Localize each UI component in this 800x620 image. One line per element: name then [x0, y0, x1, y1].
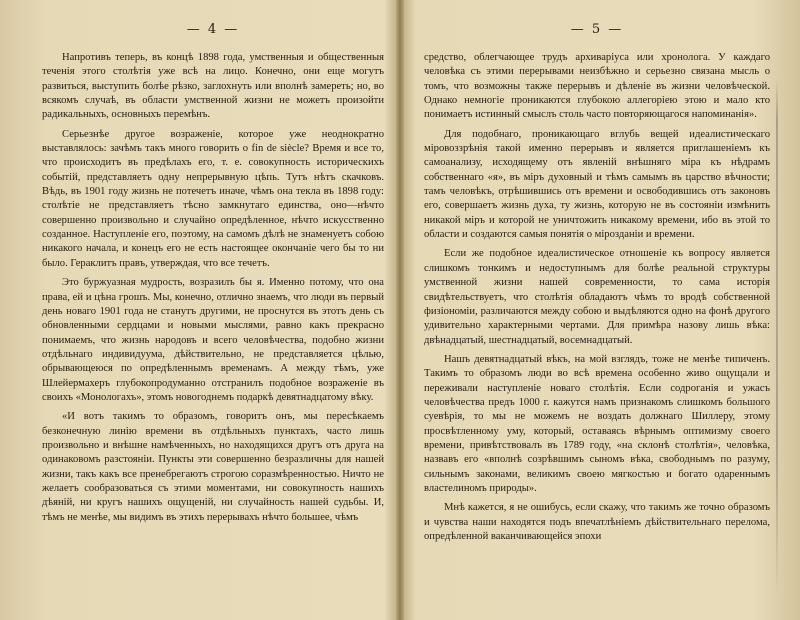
paragraph: Мнѣ кажется, я не ошибусь, если скажу, что такимъ же точно образомъ и чувства наши находятся подъ впечатлѣніемъ дѣйствительнаго перелома, опредѣленной ваканчивающейся эпохи — [424, 502, 770, 542]
paragraph: Если же подобное идеалистическое отношеніе къ вопросу является слишкомъ тонкимъ и недоступнымъ для болѣе реальной структуры умственной жизни нашей современности, то сама исторія свидѣтельствуетъ, что столѣтія обладаютъ чѣмъ то вродѣ собственной физіономіи, различаются между собою и выдѣляются одно на фонѣ другого удивительно характерными чертами. Для примѣра назову лишь вѣка: двѣнадцатый, шестнадцатый, восемнадцатый. — [424, 248, 770, 346]
right-page — [402, 0, 800, 620]
paragraph: Для подобнаго, проникающаго вглубь вещей идеалистическаго міровоззрѣнія такой именно перерывъ и является приглашеніемъ къ самоанализу, исходящему отъ явленій внѣшняго міра къ нѣдрамъ собственнаго «я», въ міръ духовный и тѣмъ самымъ въ царство вѣчности; тамъ человѣкъ, отрѣшившись отъ времени и освободившись отъ законовъ его, совершаетъ жизнь духа, ту жизнь, которую не въ состояніи измѣнить никакой міръ и которой не уничтожить никакому времени, ибо въ этой то области и создаются самыя понятія о мірозданіи и времени. — [424, 128, 770, 241]
left-page — [0, 0, 398, 620]
left-page-text — [42, 51, 384, 525]
paragraph: Нашъ девятнадцатый вѣкъ, на мой взглядъ, тоже не менѣе типиченъ. Такимъ то образомъ люди во всѣ времена особенно живо ощущали и переживали наступленіе новаго столѣтія. Если содроганія и ужасъ человѣчества предъ 1000 г. кажутся намъ признакомъ слишкомъ большого суевѣрія, то мы не можемъ не воздать должнаго Шиллеру, этому просвѣтленному уму, который, оставаясь вѣрнымъ оптимизму своего времени, привѣтствовалъ въ 1789 году, «на склонѣ столѣтія», человѣка, назвавъ его «вполнѣ созрѣвшимъ сыномъ вѣка, свободнымъ по разуму, сильнымъ законами, великимъ своею мягкостью и богато одареннымъ властелиномъ природы». — [424, 353, 770, 494]
paragraph: Напротивъ теперь, въ концѣ 1898 года, умственныя и общественныя теченія этого столѣтія уже всѣ на лицо. Конечно, они еще могутъ развиться, выступить болѣе рѣзко, заглохнуть или вполнѣ замереть; но, во всякомъ случаѣ, въ области умственной жизни не можетъ произойти радикальныхъ, основныхъ перемѣнъ. — [42, 52, 384, 121]
paragraph: «И вотъ такимъ то образомъ, говоритъ онъ, мы пересѣкаемъ безконечную линію времени въ отдѣльныхъ пунктахъ, часто лишь произвольно и внѣшне намѣченныхъ, но находящихся другъ отъ друга на одинаковомъ разстояніи. Пункты эти совершенно безразличны для нашей жизни, такъ какъ все пренебрегаютъ строгою соразмѣренностью. Ничто не желаетъ сообразоваться съ этими моментами, ни совокупность нашихъ дѣяній, ни кругъ нашихъ ощущеній, ни случайность нашей судьбы. И, тѣмъ не менѣе, мы видимъ въ этихъ перерывахъ нѣчто большее, чѣмъ — [42, 411, 384, 523]
paragraph: Это буржуазная мудрость, возразилъ бы я. Именно потому, что она права, ей и цѣна грошъ. Мы, конечно, отлично знаемъ, что люди въ первый день новаго 1901 года не станутъ другими, не проснутся въ этотъ день съ обновленными сердцами и новыми мыслями, равно какъ прекрасно понимаемъ, что жизнь народовъ и всего человѣчества, подобно жизни отдѣльнаго индивидуума, дѣйствительно, не представляется цѣлью, обрывающеюся по опредѣленнымъ временамъ. А между тѣмъ, уже Шлейермахеръ глубокопродуманно отстранилъ подобное возраженіе въ своихъ «Монологахъ», этомъ новогоднемъ подаркѣ девятнадцатому вѣку. — [42, 277, 384, 403]
page-number-right: — 5 — — [570, 22, 624, 37]
page-number-left: — 4 — — [186, 22, 240, 37]
pencil-margin-mark — [776, 78, 778, 598]
paragraph: средство, облегчающее трудъ архиваріуса или хронолога. У каждаго человѣка съ этими перерывами неизбѣжно и серьезно связана мысль о томъ, что возможны также перерывъ и дѣленіе въ жизни человѣческой. Однако немногіе проникаются глубокою аллегоріею этою и мало кто понимаетъ истинный смыслъ столь часто повторяющагося напоминанія». — [424, 52, 770, 121]
right-page-text — [424, 51, 770, 544]
paragraph: Серьезнѣе другое возраженіе, которое уже неоднократно выставлялось: зачѣмъ такъ много говорить о fin de siècle? Время и все то, что происходитъ въ предѣлахъ его, т. е. совокупность историческихъ событій, представляетъ одну непрерывную цѣпь. Тутъ нѣтъ скачковъ. Вѣдь, въ 1901 году жизнь не потечетъ иначе, чѣмъ она текла въ 1898 году: столѣтіе не представляетъ тѣсно замкнутаго единства, оно—нѣчто совершенно произвольно и случайно опредѣленное, нѣчто искусственно созданное. Наступленіе его, поэтому, на самомъ дѣлѣ не знаменуетъ собою никакого начала, и конецъ его не есть настоящее окончаніе чего бы то ни было. Гераклитъ правъ, утверждая, что все течетъ. — [42, 128, 384, 269]
